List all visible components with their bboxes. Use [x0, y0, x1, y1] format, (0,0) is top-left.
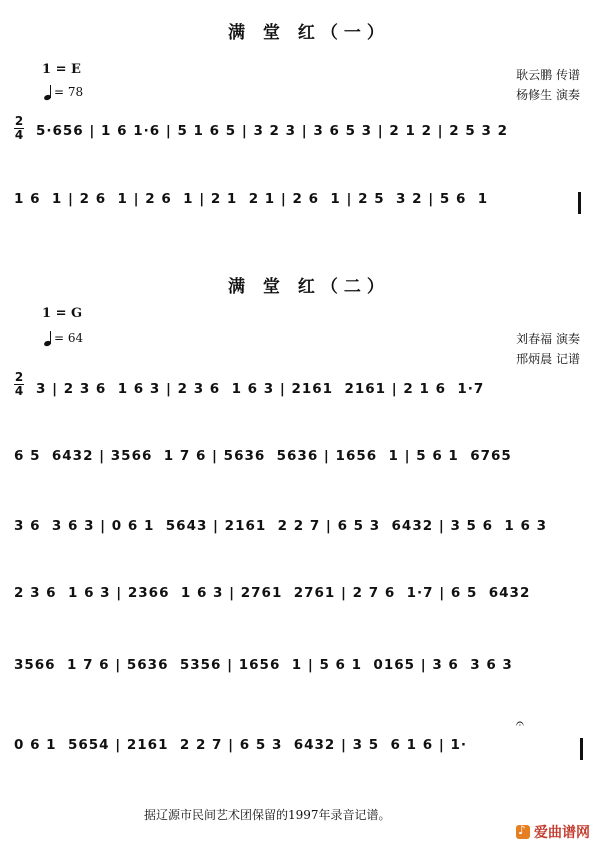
score-line-text: 3566 1 7 6 | 5636 5356 | 1656 1 | 5 6 1 0165 | 3 6 3 6 3 — [14, 657, 513, 673]
song2-key: 1 = G — [42, 306, 83, 321]
song1-credit-transmitter: 耿云鹏 传谱 — [516, 68, 580, 82]
song2-line-5 — [14, 656, 586, 696]
score-line-text: 2 3 6 1 6 3 | 2366 1 6 3 | 2761 2761 | 2 7 6 1·7 | 6 5 6432 — [14, 585, 531, 601]
source-note: 据辽源市民间艺术团保留的1997年录音记谱。 — [144, 808, 391, 822]
song2-line-3 — [14, 517, 586, 557]
song1-time-bottom: 4 — [14, 128, 24, 142]
song2-line-1 — [36, 380, 586, 420]
song2-line-2 — [14, 447, 586, 487]
score-line-text: 3 | 2 3 6 1 6 3 | 2 3 6 1 6 3 | 2161 2161 | 2 1 6 1·7 — [36, 381, 485, 397]
score-line-text: 3 6 3 6 3 | 0 6 1 5643 | 2161 2 2 7 | 6 5 3 6432 | 3 5 6 1 6 3 — [14, 518, 548, 534]
score-line-text: 0 6 1 5654 | 2161 2 2 7 | 6 5 3 6432 | 3 5 6 1 6 | 1· — [14, 737, 467, 753]
score-line-text: 1 6 1 | 2 6 1 | 2 6 1 | 2 1 2 1 | 2 6 1 | 2 5 3 2 | 5 6 1 — [14, 191, 489, 207]
song2-line-6 — [14, 716, 586, 776]
song1-line-1 — [36, 122, 586, 162]
music-note-icon — [516, 825, 530, 839]
song2-time-top: 2 — [14, 370, 24, 384]
song2-time-signature — [14, 372, 24, 397]
site-logo — [516, 822, 590, 842]
final-bar — [580, 738, 583, 760]
site-logo-text: 爱曲谱网 — [534, 825, 590, 841]
song1-time-top: 2 — [14, 114, 24, 128]
quarter-note-icon — [44, 330, 51, 346]
song1-credit-performer: 杨修生 演奏 — [516, 88, 580, 102]
score-line-text: 6 5 6432 | 3566 1 7 6 | 5636 5636 | 1656 1 | 5 6 1 6765 — [14, 448, 512, 464]
score-line-text: 5·656 | 1 6 1·6 | 5 1 6 5 | 3 2 3 | 3 6 5 3 | 2 1 2 | 2 5 3 2 — [36, 123, 508, 139]
song1-key: 1 = E — [42, 62, 81, 77]
fermata-icon: 𝄐 — [516, 716, 524, 732]
song1-tempo-value: = 78 — [54, 85, 84, 99]
song1-title: 满 堂 红（一） — [228, 23, 390, 43]
song2-line-4 — [14, 584, 586, 624]
song2-credit-performer: 刘春福 演奏 — [516, 332, 580, 346]
song1-tempo — [44, 84, 83, 100]
quarter-note-icon — [44, 84, 51, 100]
song1-line-2 — [14, 190, 586, 230]
song2-tempo-value: = 64 — [54, 331, 84, 345]
song2-credit-notator: 邢炳晨 记谱 — [516, 352, 580, 366]
song2-tempo — [44, 330, 83, 346]
song2-time-bottom: 4 — [14, 384, 24, 398]
song2-title: 满 堂 红（二） — [228, 277, 390, 297]
repeat-end-bar — [578, 192, 581, 214]
song1-time-signature — [14, 116, 24, 141]
